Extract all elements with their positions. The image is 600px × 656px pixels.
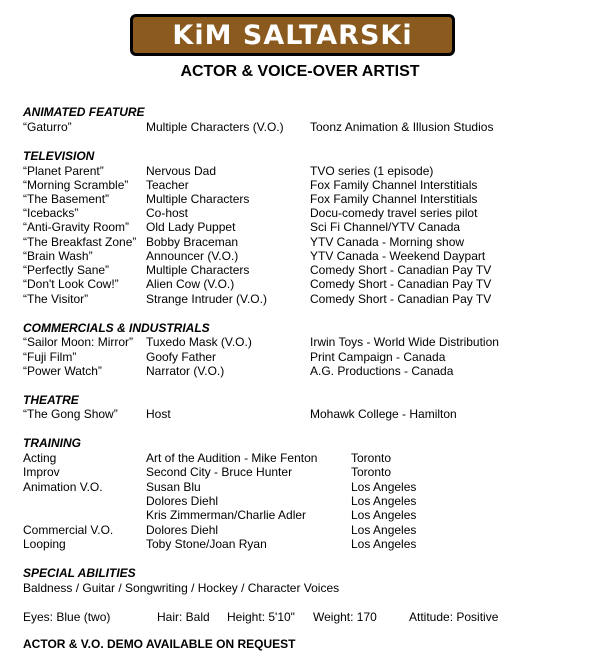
credit-row — [0, 364, 600, 379]
special-abilities-text: Baldness / Guitar / Songwriting / Hockey / Character Voices — [23, 581, 340, 595]
credit-row — [0, 335, 600, 350]
credit-row — [0, 120, 600, 135]
credit-row — [0, 206, 600, 221]
credit-row — [0, 192, 600, 207]
credit-row — [0, 350, 600, 365]
training-row — [0, 465, 600, 480]
credit-title: “Power Watch” — [23, 364, 102, 378]
credit-role: Multiple Characters (V.O.) — [146, 120, 284, 134]
credit-producer: Comedy Short - Canadian Pay TV — [310, 277, 492, 291]
credit-producer: Toonz Animation & Illusion Studios — [310, 120, 494, 134]
credit-role: Teacher — [146, 178, 189, 192]
credit-title: “Morning Scramble” — [23, 178, 129, 192]
training-location: Los Angeles — [351, 537, 417, 551]
credit-role: Bobby Braceman — [146, 235, 239, 249]
credit-role: Goofy Father — [146, 350, 217, 364]
credit-role: Multiple Characters — [146, 263, 250, 277]
credit-title: “The Visitor” — [23, 292, 89, 306]
section-heading-television: TELEVISION — [23, 149, 95, 163]
training-discipline: Animation V.O. — [23, 480, 103, 494]
credit-title: “Gaturro” — [23, 120, 72, 134]
credit-row — [0, 178, 600, 193]
training-instructor: Art of the Audition - Mike Fenton — [146, 451, 318, 465]
attribute-attitude: Attitude: Positive — [409, 610, 499, 624]
credit-role: Announcer (V.O.) — [146, 249, 239, 263]
credit-title: “Brain Wash” — [23, 249, 93, 263]
credit-title: “Icebacks” — [23, 206, 79, 220]
credit-producer: A.G. Productions - Canada — [310, 364, 454, 378]
training-row — [0, 523, 600, 538]
credit-title: “The Breakfast Zone” — [23, 235, 137, 249]
training-instructor: Susan Blu — [146, 480, 201, 494]
credit-producer: YTV Canada - Morning show — [310, 235, 465, 249]
attribute-eyes: Eyes: Blue (two) — [23, 610, 111, 624]
demo-availability-note: ACTOR & V.O. DEMO AVAILABLE ON REQUEST — [23, 637, 296, 651]
credit-row — [0, 235, 600, 250]
attribute-weight: Weight: 170 — [313, 610, 377, 624]
training-instructor: Dolores Diehl — [146, 494, 219, 508]
credit-title: “The Basement” — [23, 192, 110, 206]
credit-role: Strange Intruder (V.O.) — [146, 292, 267, 306]
training-location: Los Angeles — [351, 480, 417, 494]
credit-row — [0, 164, 600, 179]
credit-row — [0, 249, 600, 264]
training-row — [0, 508, 600, 523]
credit-role: Narrator (V.O.) — [146, 364, 225, 378]
credit-role: Multiple Characters — [146, 192, 250, 206]
credit-producer: Print Campaign - Canada — [310, 350, 446, 364]
credit-title: “Planet Parent” — [23, 164, 104, 178]
logo-text: KiM SALTARSKi — [172, 19, 413, 51]
training-discipline: Improv — [23, 465, 60, 479]
training-discipline: Acting — [23, 451, 57, 465]
credit-producer: Comedy Short - Canadian Pay TV — [310, 263, 492, 277]
training-row — [0, 451, 600, 466]
training-location: Los Angeles — [351, 508, 417, 522]
credit-producer: Fox Family Channel Interstitials — [310, 192, 478, 206]
credit-title: “Don't Look Cow!” — [23, 277, 119, 291]
training-location: Toronto — [351, 451, 392, 465]
training-row — [0, 480, 600, 495]
training-instructor: Kris Zimmerman/Charlie Adler — [146, 508, 307, 522]
credit-role: Alien Cow (V.O.) — [146, 277, 235, 291]
section-heading-theatre: THEATRE — [23, 393, 79, 407]
training-location: Los Angeles — [351, 523, 417, 537]
training-row — [0, 537, 600, 552]
training-location: Toronto — [351, 465, 392, 479]
credit-row — [0, 263, 600, 278]
credit-producer: Sci Fi Channel/YTV Canada — [310, 220, 461, 234]
credit-title: “Anti-Gravity Room” — [23, 220, 130, 234]
section-heading-commercials: COMMERCIALS & INDUSTRIALS — [23, 321, 210, 335]
training-instructor: Toby Stone/Joan Ryan — [146, 537, 267, 551]
training-discipline: Commercial V.O. — [23, 523, 114, 537]
section-heading-animated-feature: ANIMATED FEATURE — [23, 105, 145, 119]
credit-title: “The Gong Show” — [23, 407, 118, 421]
name-logo-banner — [130, 14, 455, 56]
credit-role: Co-host — [146, 206, 189, 220]
training-instructor: Second City - Bruce Hunter — [146, 465, 293, 479]
training-row — [0, 494, 600, 509]
training-discipline: Looping — [23, 537, 66, 551]
credit-role: Nervous Dad — [146, 164, 217, 178]
credit-row — [0, 277, 600, 292]
credit-title: “Fuji Film” — [23, 350, 77, 364]
credit-producer: Docu-comedy travel series pilot — [310, 206, 478, 220]
section-heading-training: TRAINING — [23, 436, 81, 450]
credit-title: “Perfectly Sane” — [23, 263, 110, 277]
credit-producer: Fox Family Channel Interstitials — [310, 178, 478, 192]
section-heading-special-abilities: SPECIAL ABILITIES — [23, 566, 136, 580]
credit-role: Tuxedo Mask (V.O.) — [146, 335, 252, 349]
credit-row — [0, 220, 600, 235]
credit-producer: Comedy Short - Canadian Pay TV — [310, 292, 492, 306]
credit-producer: TVO series (1 episode) — [310, 164, 434, 178]
credit-producer: Irwin Toys - World Wide Distribution — [310, 335, 499, 349]
credit-row — [0, 292, 600, 307]
credit-producer: YTV Canada - Weekend Daypart — [310, 249, 486, 263]
credit-title: “Sailor Moon: Mirror” — [23, 335, 134, 349]
training-instructor: Dolores Diehl — [146, 523, 219, 537]
attribute-hair: Hair: Bald — [157, 610, 210, 624]
credit-role: Host — [146, 407, 171, 421]
subtitle: ACTOR & VOICE-OVER ARTIST — [180, 63, 420, 80]
credit-producer: Mohawk College - Hamilton — [310, 407, 457, 421]
attribute-height: Height: 5'10" — [227, 610, 295, 624]
training-location: Los Angeles — [351, 494, 417, 508]
credit-row — [0, 407, 600, 422]
credit-role: Old Lady Puppet — [146, 220, 236, 234]
